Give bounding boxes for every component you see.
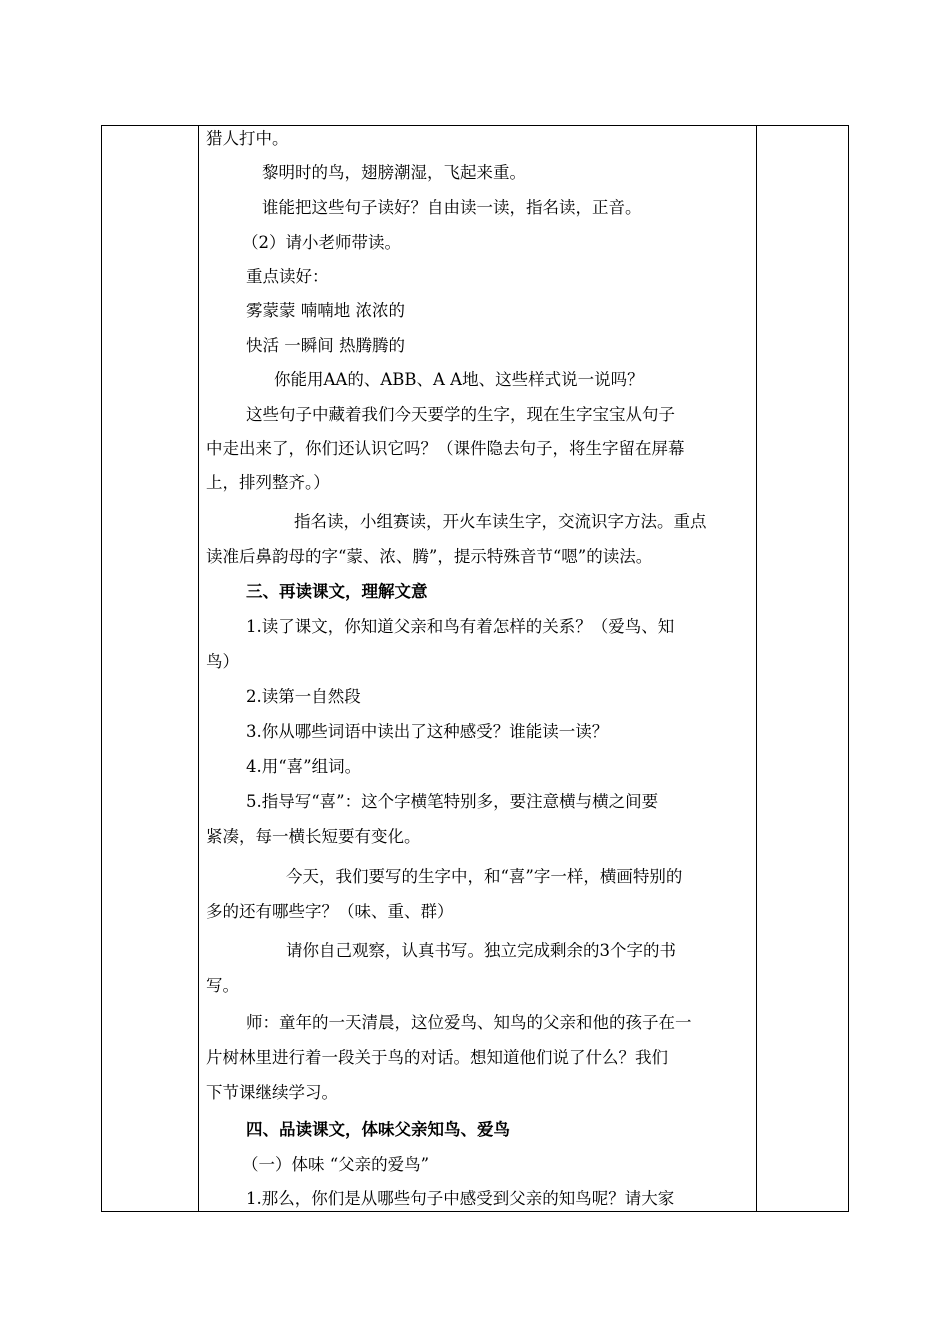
text-line: （2）请小老师带读。	[242, 233, 401, 252]
text-line: 请你自己观察，认真书写。独立完成剩余的3个字的书	[286, 941, 676, 960]
lesson-content-cell	[198, 125, 754, 1212]
text-line: 紧凑，每一横长短要有变化。	[206, 827, 421, 846]
text-line: （一）体味 “父亲的爱鸟”	[242, 1155, 430, 1174]
text-line: 2.读第一自然段	[246, 687, 361, 706]
text-line: 3.你从哪些词语中读出了这种感受？谁能读一读？	[246, 722, 609, 741]
text-line: 你能用AA的、ABB、A A地、这些样式说一说吗？	[274, 370, 644, 389]
text-line: 多的还有哪些字？（味、重、群）	[206, 902, 454, 921]
text-line: 今天，我们要写的生字中，和“喜”字一样，横画特别的	[286, 867, 683, 886]
table-column-divider-right	[756, 126, 757, 1211]
section-heading: 四、品读课文，体味父亲知鸟、爱鸟	[246, 1120, 510, 1139]
text-line: 指名读，小组赛读，开火车读生字，交流识字方法。重点	[294, 512, 707, 531]
section-heading: 三、再读课文，理解文意	[246, 582, 428, 601]
text-line: 雾蒙蒙 喃喃地 浓浓的	[246, 301, 405, 320]
text-line: 下节课继续学习。	[206, 1083, 338, 1102]
text-line: 黎明时的鸟，翅膀潮湿，飞起来重。	[262, 163, 526, 182]
text-line: 读准后鼻韵母的字“蒙、浓、腾”，提示特殊音节“嗯”的读法。	[206, 547, 653, 566]
text-line: 猎人打中。	[206, 129, 289, 148]
text-line: 这些句子中藏着我们今天要学的生字，现在生字宝宝从句子	[246, 405, 675, 424]
text-line: 4.用“喜”组词。	[246, 757, 362, 776]
text-line: 师：童年的一天清晨，这位爱鸟、知鸟的父亲和他的孩子在一	[246, 1013, 692, 1032]
text-line: 谁能把这些句子读好？自由读一读，指名读，正音。	[262, 198, 642, 217]
text-line: 5.指导写“喜”：这个字横笔特别多，要注意横与横之间要	[246, 792, 659, 811]
text-line: 快活 一瞬间 热腾腾的	[246, 336, 405, 355]
text-line: 1.读了课文，你知道父亲和鸟有着怎样的关系？（爱鸟、知	[246, 617, 675, 636]
text-line: 中走出来了，你们还认识它吗？（课件隐去句子，将生字留在屏幕	[206, 439, 685, 458]
text-line: 1.那么，你们是从哪些句子中感受到父亲的知鸟呢？请大家	[246, 1189, 675, 1208]
text-line: 重点读好：	[246, 267, 329, 286]
text-line: 上，排列整齐。）	[206, 473, 330, 492]
text-line: 鸟）	[206, 652, 239, 671]
text-line: 片树林里进行着一段关于鸟的对话。想知道他们说了什么？我们	[206, 1048, 668, 1067]
text-line: 写。	[206, 976, 239, 995]
